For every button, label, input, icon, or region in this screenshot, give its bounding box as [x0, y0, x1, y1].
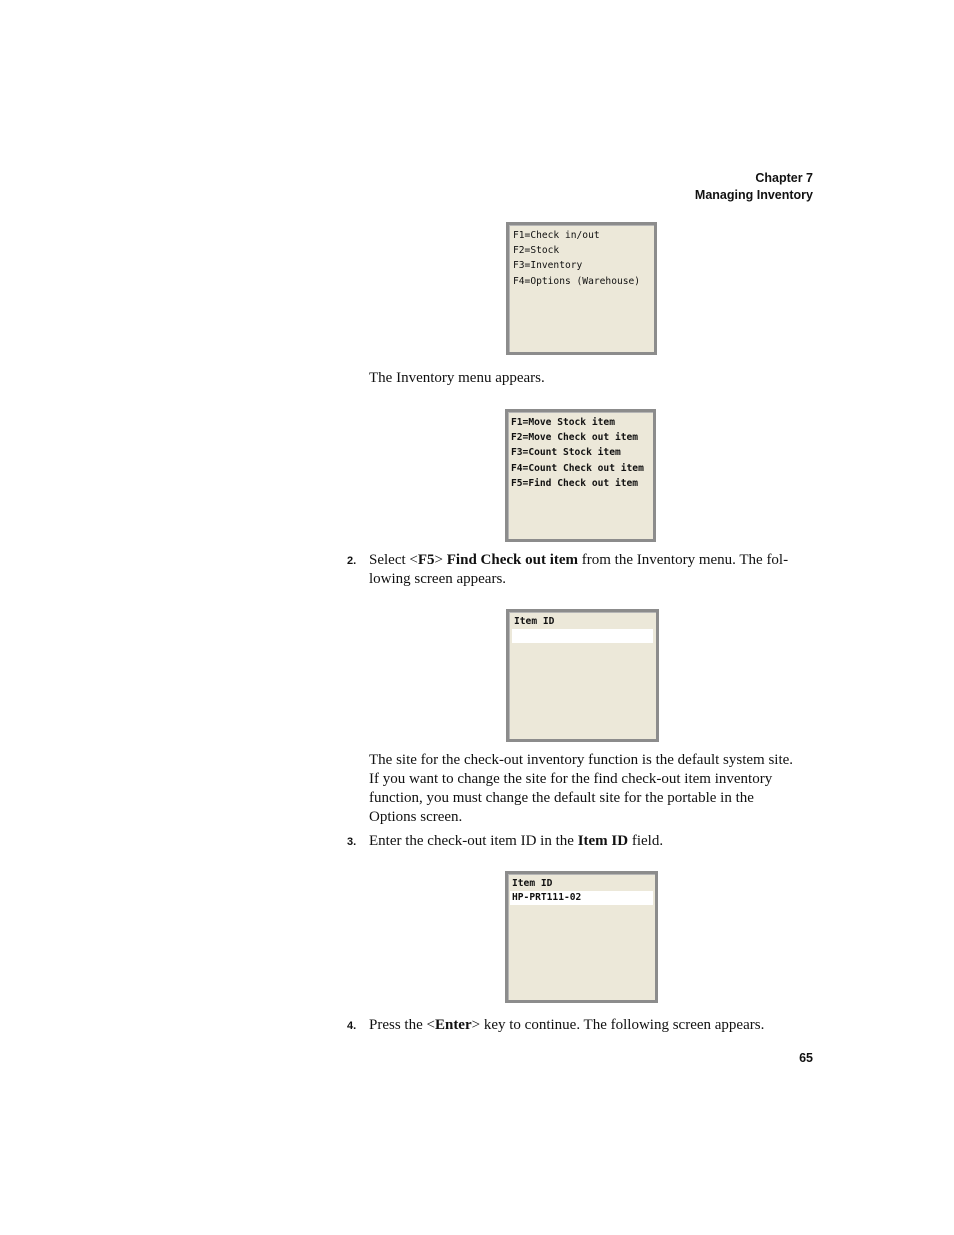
step-3-text: Enter the check-out item ID in the Item ID field. — [369, 833, 664, 849]
chapter-label: Chapter 7 — [755, 171, 813, 185]
step-number: 4. — [347, 1020, 357, 1032]
item-id-field: HP-PRT111-02 — [510, 891, 653, 905]
menu-line: F1=Check in/out — [513, 230, 600, 241]
item-id-filled-screenshot — [505, 871, 658, 1003]
chapter-title: Managing Inventory — [694, 188, 813, 202]
menu-line: F5=Find Check out item — [511, 477, 639, 489]
item-id-label: Item ID — [514, 616, 555, 627]
menu-line: F2=Stock — [513, 245, 560, 257]
main-menu-screenshot — [506, 222, 657, 355]
step-number: 3. — [347, 836, 357, 848]
page-number: 65 — [799, 1051, 813, 1065]
item-id-field — [512, 629, 653, 643]
menu-line: F3=Inventory — [513, 260, 583, 272]
site-note: The site for the check-out inventory function is the default system site. If you want to change the site for the find check-out item inventory function, you must change the default site for the portable in the Options screen. — [369, 752, 794, 825]
menu-line: F4=Options (Warehouse) — [513, 275, 641, 287]
menu-line: F3=Count Stock item — [511, 447, 621, 459]
step-number: 2. — [347, 555, 357, 567]
menu-line: F1=Move Stock item — [511, 417, 615, 428]
inventory-menu-text: The Inventory menu appears. — [369, 370, 545, 386]
item-id-label: Item ID — [512, 878, 553, 889]
item-id-screenshot — [506, 609, 659, 742]
step-2-text: Select <F5> Find Check out item from the Inventory menu. The fol- lowing screen appears. — [369, 552, 789, 587]
menu-line: F2=Move Check out item — [511, 432, 639, 444]
menu-line: F4=Count Check out item — [511, 462, 644, 474]
inventory-menu-screenshot — [505, 409, 656, 542]
step-4-text: Press the <Enter> key to continue. The following screen appears. — [369, 1017, 765, 1033]
